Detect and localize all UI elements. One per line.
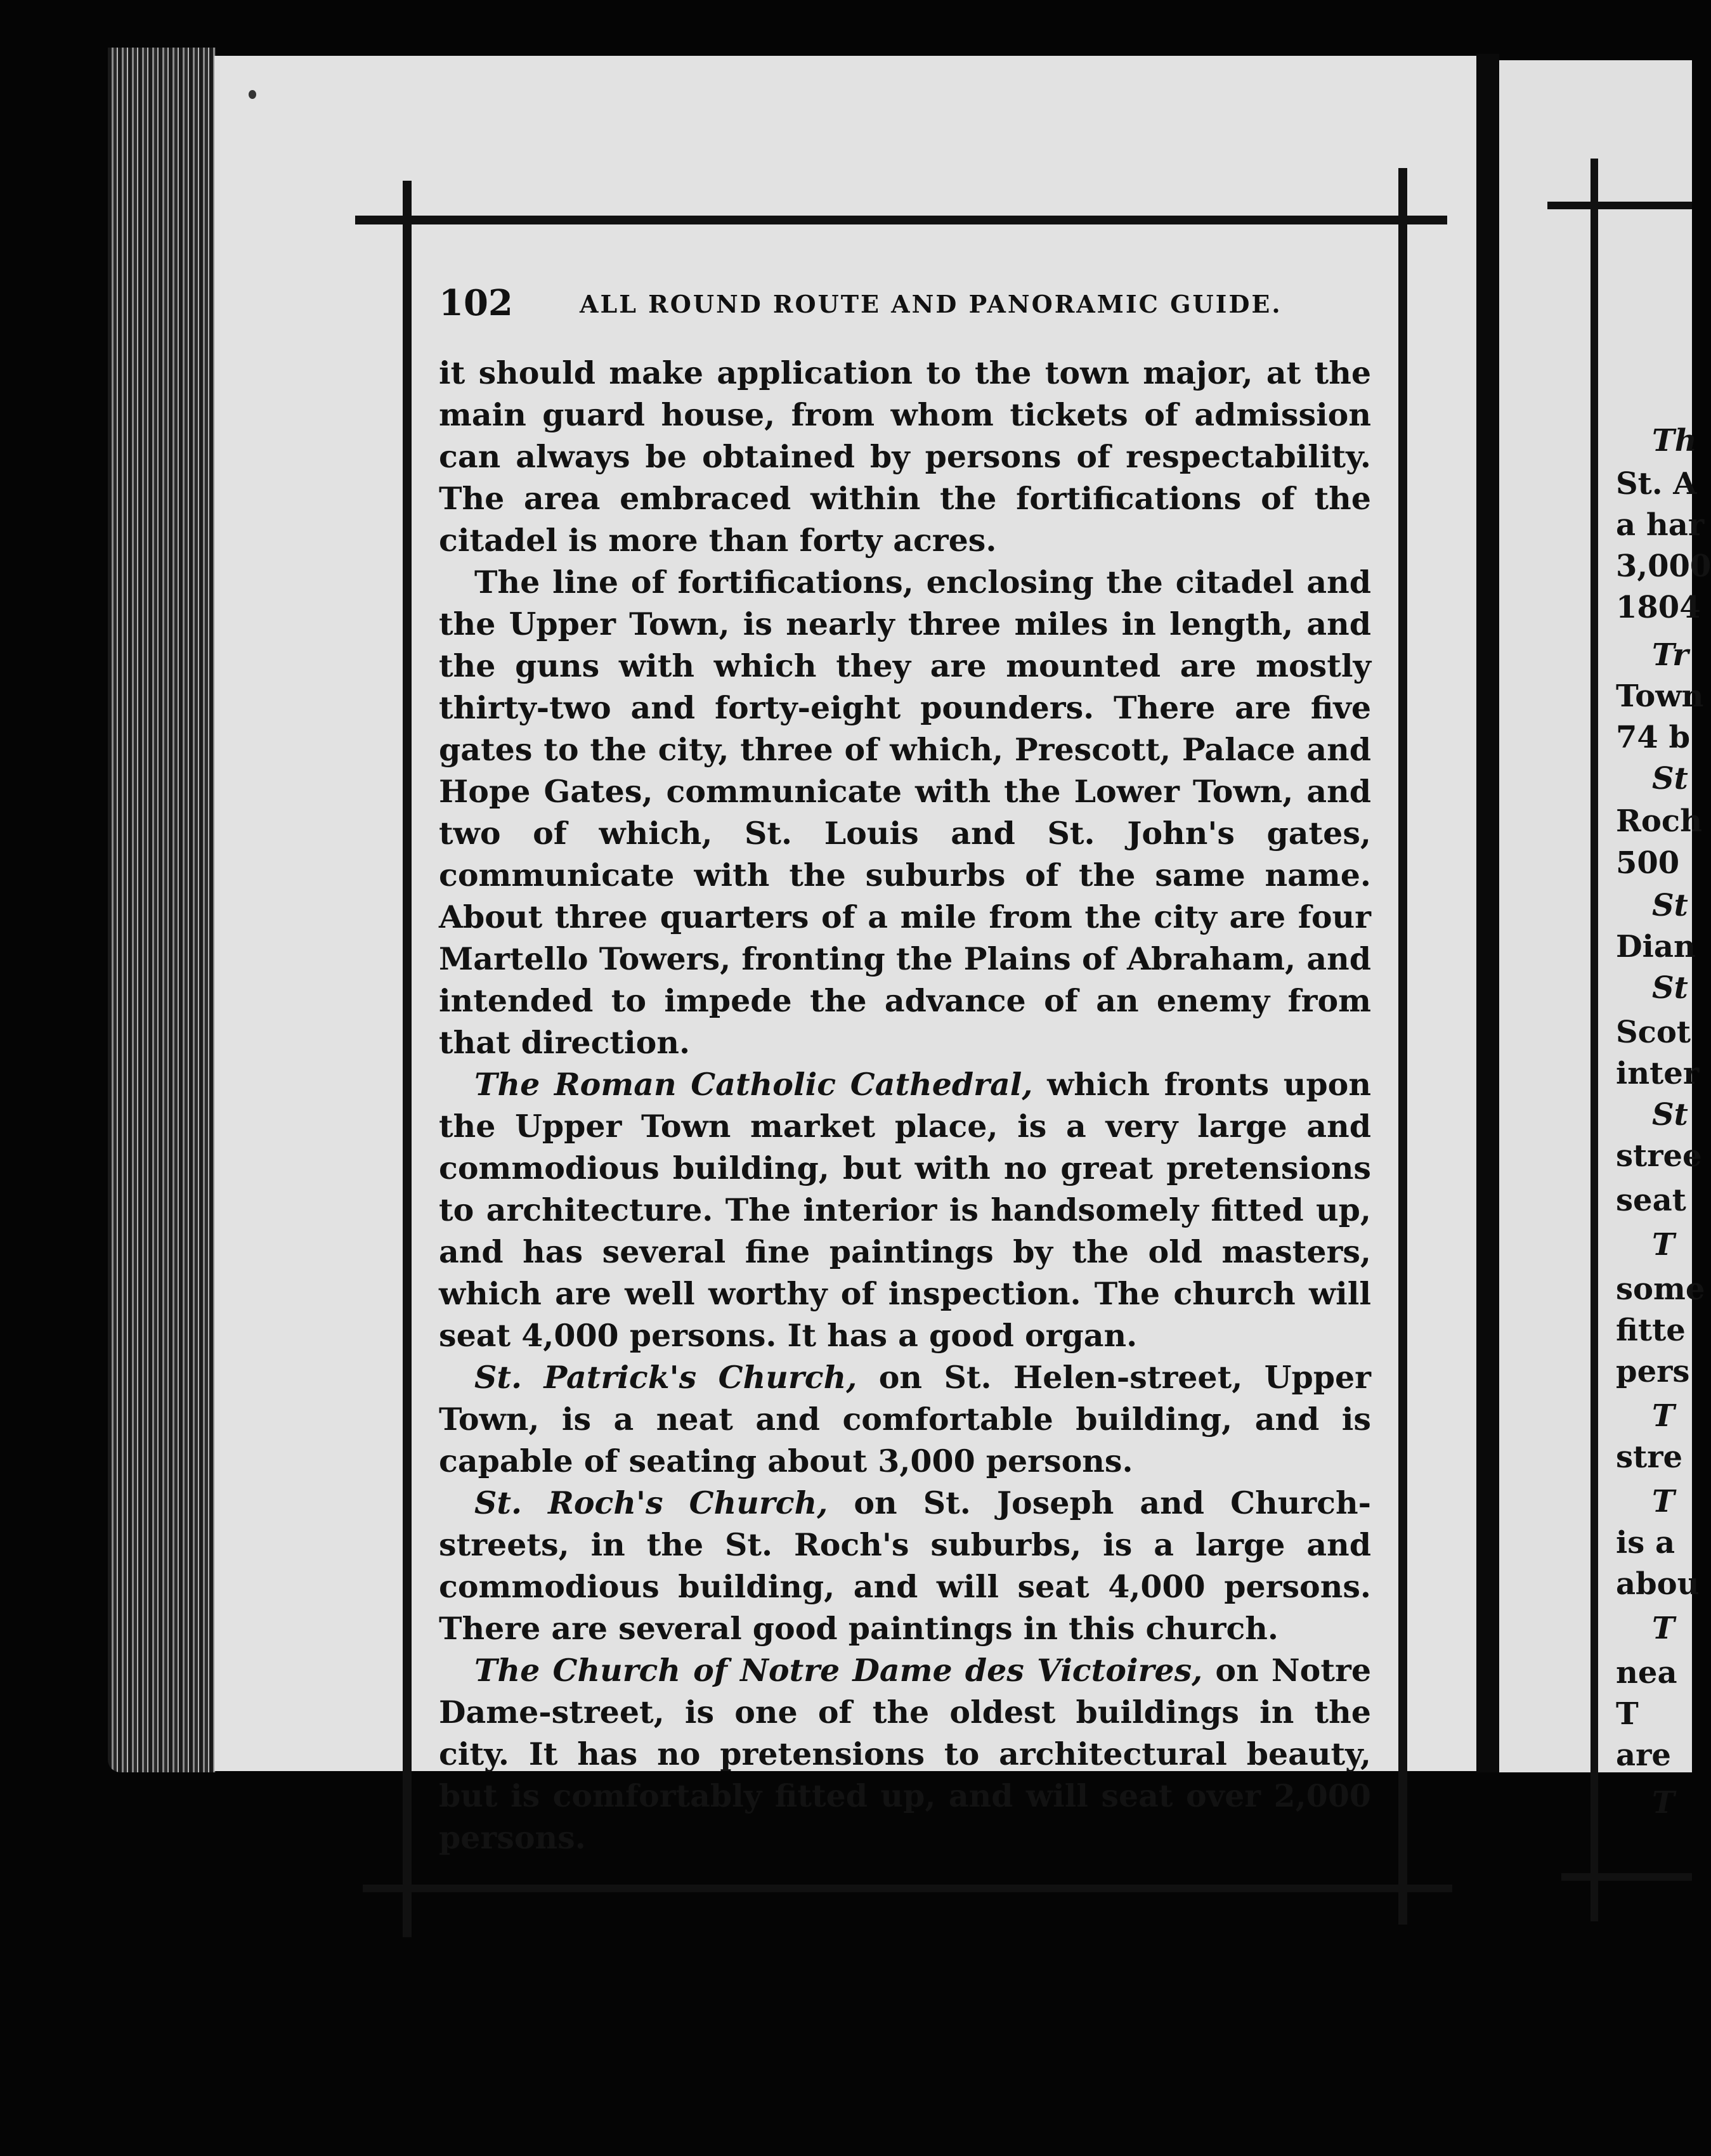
right-frame-top-rule: [1547, 202, 1692, 209]
right-page-fragment: abou: [1616, 1566, 1700, 1602]
right-page-fragment: is a: [1616, 1525, 1675, 1561]
paragraph-lead: The Church of Notre Dame des Victoires,: [474, 1652, 1203, 1689]
right-page-fragment: T: [1652, 1227, 1675, 1263]
running-head: ALL ROUND ROUTE AND PANORAMIC GUIDE.: [580, 290, 1282, 318]
paragraph: [439, 1649, 1371, 1859]
right-page-fragment: are: [1616, 1737, 1671, 1773]
paragraph-lead: St. Patrick's Church,: [474, 1359, 857, 1396]
paragraph-text: on Notre Dame-street, is one of the oldest buildings in the city. It has no pretensions to architectural beauty, but is comfortably fitted up, and will seat over 2,000 persons.: [439, 1652, 1371, 1856]
right-page-fragment: Th: [1652, 423, 1697, 458]
paragraph-text: on St. Joseph and Church-streets, in the St. Roch's suburbs, is a large and commodious building, and will seat 4,000 persons. There are several good paintings in this church.: [439, 1484, 1371, 1647]
right-page-fragment: some: [1616, 1271, 1705, 1307]
right-page-fragment: St. A: [1616, 466, 1697, 502]
right-page-fragment: T: [1652, 1785, 1675, 1821]
book-page-edges: [108, 48, 216, 1772]
right-page-fragment: T: [1652, 1484, 1675, 1519]
right-page-fragment: St: [1652, 1097, 1688, 1133]
page-body: [439, 352, 1371, 1859]
paragraph: [439, 561, 1371, 1063]
paragraph-text: which fronts upon the Upper Town market place, is a very large and commodious building, but with no great pretensions to architecture. The interior is handsomely fitted up, and has several fine paintings by the old masters, which are well worthy of inspection. The church will seat 4,000 persons. It has a good organ.: [439, 1066, 1371, 1354]
paragraph-lead: The Roman Catholic Cathedral,: [474, 1066, 1033, 1103]
right-page-fragment: T: [1652, 1611, 1675, 1646]
right-page-fragment: pers: [1616, 1354, 1690, 1389]
right-page-fragment: nea: [1616, 1655, 1677, 1691]
paragraph-text: it should make application to the town major, at the main guard house, from whom tickets of admission can always be obtained by persons of respectability. The area embraced within the fortifications of the citadel is more than forty acres.: [439, 354, 1371, 559]
right-page-fragment: 500: [1616, 845, 1680, 881]
right-page-fragment: Dian: [1616, 929, 1696, 964]
ink-speck: [249, 90, 256, 99]
paragraph: [439, 352, 1371, 561]
page-header: [439, 282, 1282, 327]
paragraph-text: on St. Helen-street, Upper Town, is a neat and comfortable building, and is capable of seating about 3,000 persons.: [439, 1359, 1371, 1479]
frame-right-rule: [1398, 168, 1407, 1925]
right-page-fragment: St: [1652, 761, 1688, 796]
right-frame-left-rule: [1591, 159, 1598, 1921]
frame-left-rule: [403, 181, 412, 1937]
right-page-fragment: Town: [1616, 679, 1704, 714]
right-page-fragment: fitte: [1616, 1313, 1686, 1348]
paragraph: [439, 1482, 1371, 1649]
right-page-fragment: seat: [1616, 1183, 1686, 1218]
right-page-fragment: a har: [1616, 507, 1705, 543]
right-page-fragment: St: [1652, 888, 1688, 923]
book-spine: [1476, 54, 1499, 1772]
right-page-fragment: stre: [1616, 1439, 1683, 1475]
right-page-fragment: 3,000: [1616, 549, 1711, 584]
paragraph: [439, 1063, 1371, 1356]
right-page-fragment: T: [1652, 1398, 1675, 1434]
right-page-fragment: 1804: [1616, 590, 1701, 625]
right-page-fragment: T: [1616, 1696, 1639, 1732]
frame-top-rule: [355, 216, 1447, 224]
frame-bottom-rule: [363, 1885, 1452, 1892]
right-page-fragment: Tr: [1652, 637, 1689, 673]
right-page-fragment: St: [1652, 970, 1688, 1006]
right-page-fragment: Scot: [1616, 1015, 1691, 1050]
right-page-fragment: Roch: [1616, 803, 1703, 839]
right-page-fragment: 74 b: [1616, 720, 1691, 755]
paragraph-lead: St. Roch's Church,: [474, 1484, 828, 1521]
right-frame-bottom-rule: [1561, 1873, 1692, 1881]
paragraph-text: The line of fortifications, enclosing the citadel and the Upper Town, is nearly three miles in length, and the guns with which they are mounted are mostly thirty-two and forty-eight pounders. There are five gates to the city, three of which, Prescott, Palace and Hope Gates, communicate with the Lower Town, and two of which, St. Louis and St. John's gates, communicate with the suburbs of the same name. About three quarters of a mile from the city are four Martello Towers, fronting the Plains of Abraham, and intended to impede the advance of an enemy from that direction.: [439, 564, 1371, 1061]
page-number: 102: [439, 282, 513, 324]
right-page-fragment: inter: [1616, 1056, 1700, 1091]
paragraph: [439, 1356, 1371, 1482]
right-page-fragment: stree: [1616, 1138, 1702, 1174]
